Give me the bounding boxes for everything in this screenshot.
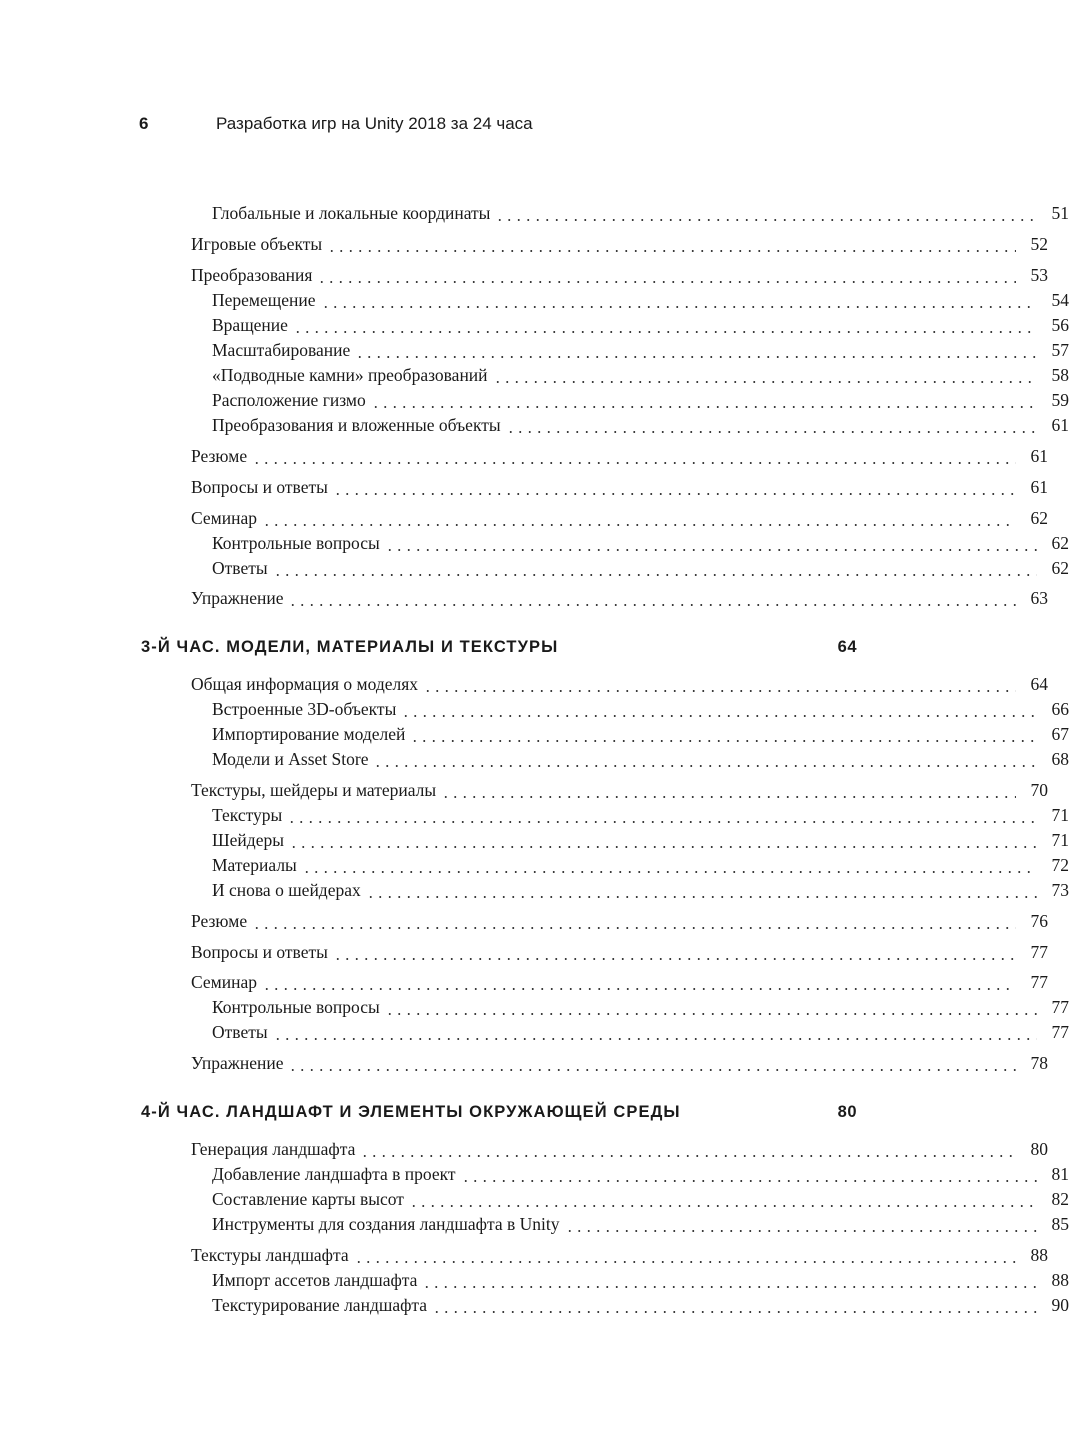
toc-entry[interactable] bbox=[0, 878, 1069, 902]
dot-leader bbox=[401, 697, 1037, 721]
toc-entry[interactable] bbox=[0, 586, 1048, 610]
dot-leader bbox=[288, 1051, 1016, 1075]
dot-leader bbox=[317, 263, 1016, 287]
toc-entry-title: Расположение гизмо bbox=[212, 390, 366, 410]
toc-entry[interactable] bbox=[0, 995, 1069, 1019]
running-head bbox=[139, 111, 859, 137]
dot-leader bbox=[423, 672, 1016, 696]
toc-entry-title: Ответы bbox=[212, 1022, 268, 1042]
toc-entry-page: 77 bbox=[1030, 972, 1048, 992]
toc-entry-title: Семинар bbox=[191, 972, 257, 992]
chapter-page: 64 bbox=[837, 638, 857, 656]
toc-entry-title: Импортирование моделей bbox=[212, 724, 406, 744]
toc-entry[interactable] bbox=[0, 444, 1048, 468]
toc-entry-title: Текстурирование ландшафта bbox=[212, 1295, 428, 1315]
toc-entry[interactable] bbox=[0, 388, 1069, 412]
toc-entry-title: И снова о шейдерах bbox=[212, 880, 361, 900]
toc-entry-page: 68 bbox=[1051, 749, 1069, 769]
toc-entry[interactable] bbox=[0, 853, 1069, 877]
toc-entry-title: Генерация ландшафта bbox=[191, 1139, 356, 1159]
dot-leader bbox=[327, 232, 1016, 256]
toc-entry[interactable] bbox=[0, 531, 1069, 555]
toc-entry-page: 61 bbox=[1030, 477, 1048, 497]
toc-entry-page: 77 bbox=[1051, 1022, 1069, 1042]
toc-entry[interactable] bbox=[0, 970, 1048, 994]
dot-leader bbox=[333, 475, 1016, 499]
toc-entry[interactable] bbox=[0, 1293, 1069, 1317]
dot-leader bbox=[293, 313, 1037, 337]
toc-entry[interactable] bbox=[0, 722, 1069, 746]
book-title: Разработка игр на Unity 2018 за 24 часа bbox=[216, 114, 533, 133]
toc-entry-title: Упражнение bbox=[191, 588, 284, 608]
dot-leader bbox=[273, 1020, 1037, 1044]
toc-entry-title: Вопросы и ответы bbox=[191, 942, 328, 962]
dot-leader bbox=[262, 506, 1016, 530]
toc-entry-page: 80 bbox=[1030, 1139, 1048, 1159]
dot-leader bbox=[371, 388, 1037, 412]
toc-entry-title: Модели и Asset Store bbox=[212, 749, 369, 769]
toc-entry-page: 70 bbox=[1030, 780, 1048, 800]
toc-entry[interactable] bbox=[0, 201, 1069, 225]
toc-entry-page: 56 bbox=[1051, 315, 1069, 335]
toc-entry-page: 62 bbox=[1030, 508, 1048, 528]
toc-entry-page: 71 bbox=[1051, 830, 1069, 850]
dot-leader bbox=[441, 778, 1016, 802]
toc-entry-title: Добавление ландшафта в проект bbox=[212, 1164, 456, 1184]
toc-entry[interactable] bbox=[0, 288, 1069, 312]
toc-entry-page: 77 bbox=[1051, 997, 1069, 1017]
dot-leader bbox=[252, 444, 1016, 468]
toc-entry-page: 82 bbox=[1051, 1189, 1069, 1209]
dot-leader bbox=[495, 201, 1037, 225]
toc-entry[interactable] bbox=[0, 697, 1069, 721]
toc-entry[interactable] bbox=[0, 475, 1048, 499]
toc-entry-page: 77 bbox=[1030, 942, 1048, 962]
toc-entry[interactable] bbox=[0, 263, 1048, 287]
chapter-heading-3[interactable] bbox=[141, 635, 857, 659]
chapter-page: 80 bbox=[837, 1103, 857, 1121]
toc-entry[interactable] bbox=[0, 338, 1069, 362]
toc-entry[interactable] bbox=[0, 1212, 1069, 1236]
toc-entry-page: 61 bbox=[1051, 415, 1069, 435]
dot-leader bbox=[302, 853, 1037, 877]
toc-entry-page: 53 bbox=[1030, 265, 1048, 285]
toc-entry-page: 72 bbox=[1051, 855, 1069, 875]
dot-leader bbox=[410, 722, 1037, 746]
toc-entry[interactable] bbox=[0, 506, 1048, 530]
toc-entry[interactable] bbox=[0, 940, 1048, 964]
dot-leader bbox=[355, 338, 1037, 362]
toc-entry[interactable] bbox=[0, 1020, 1069, 1044]
dot-leader bbox=[506, 413, 1037, 437]
toc-entry-page: 54 bbox=[1051, 290, 1069, 310]
toc-entry-page: 88 bbox=[1030, 1245, 1048, 1265]
toc-entry-title: Масштабирование bbox=[212, 340, 351, 360]
toc-entry-page: 73 bbox=[1051, 880, 1069, 900]
toc-entry[interactable] bbox=[0, 1268, 1069, 1292]
toc-entry-page: 76 bbox=[1030, 911, 1048, 931]
dot-leader bbox=[385, 995, 1037, 1019]
toc-entry-title: Составление карты высот bbox=[212, 1189, 404, 1209]
dot-leader bbox=[321, 288, 1037, 312]
dot-leader bbox=[432, 1293, 1037, 1317]
dot-leader bbox=[385, 531, 1037, 555]
toc-entry[interactable] bbox=[0, 556, 1069, 580]
toc-entry-page: 81 bbox=[1051, 1164, 1069, 1184]
toc-entry[interactable] bbox=[0, 1162, 1069, 1186]
toc-entry-page: 66 bbox=[1051, 699, 1069, 719]
dot-leader bbox=[288, 586, 1016, 610]
toc-entry[interactable] bbox=[0, 747, 1069, 771]
dot-leader bbox=[422, 1268, 1037, 1292]
toc-entry-title: Импорт ассетов ландшафта bbox=[212, 1270, 418, 1290]
toc-entry-title: Перемещение bbox=[212, 290, 316, 310]
toc-entry-title: Резюме bbox=[191, 446, 248, 466]
toc-entry-page: 85 bbox=[1051, 1214, 1069, 1234]
toc-entry-page: 63 bbox=[1030, 588, 1048, 608]
dot-leader bbox=[252, 909, 1016, 933]
toc-entry-title: Контрольные вопросы bbox=[212, 533, 380, 553]
toc-entry-title: Текстуры ландшафта bbox=[191, 1245, 349, 1265]
toc-entry[interactable] bbox=[0, 1137, 1048, 1161]
toc-entry[interactable] bbox=[0, 672, 1048, 696]
toc-entry-title: Контрольные вопросы bbox=[212, 997, 380, 1017]
toc-entry[interactable] bbox=[0, 413, 1069, 437]
toc-entry-page: 51 bbox=[1051, 203, 1069, 223]
chapter-heading-4[interactable] bbox=[141, 1100, 857, 1124]
dot-leader bbox=[333, 940, 1016, 964]
toc-entry-page: 61 bbox=[1030, 446, 1048, 466]
toc-entry-title: Текстуры bbox=[212, 805, 283, 825]
toc-entry-page: 64 bbox=[1030, 674, 1048, 694]
toc-entry-title: Встроенные 3D-объекты bbox=[212, 699, 397, 719]
toc-entry-title: «Подводные камни» преобразований bbox=[212, 365, 488, 385]
toc-entry-title: Ответы bbox=[212, 558, 268, 578]
dot-leader bbox=[565, 1212, 1037, 1236]
toc-entry-title: Вопросы и ответы bbox=[191, 477, 328, 497]
toc-entry[interactable] bbox=[0, 909, 1048, 933]
dot-leader bbox=[287, 803, 1037, 827]
dot-leader bbox=[366, 878, 1037, 902]
toc-entry-title: Упражнение bbox=[191, 1053, 284, 1073]
toc-entry[interactable] bbox=[0, 313, 1069, 337]
toc-entry-title: Преобразования и вложенные объекты bbox=[212, 415, 501, 435]
chapter-title: 4-Й ЧАС. ЛАНДШАФТ И ЭЛЕМЕНТЫ ОКРУЖАЮЩЕЙ СРЕДЫ bbox=[141, 1103, 681, 1121]
toc-entry-title: Вращение bbox=[212, 315, 288, 335]
toc-entry[interactable] bbox=[0, 232, 1048, 256]
toc-entry-page: 57 bbox=[1051, 340, 1069, 360]
toc-entry-page: 59 bbox=[1051, 390, 1069, 410]
toc-entry-page: 62 bbox=[1051, 533, 1069, 553]
toc-entry[interactable] bbox=[0, 778, 1048, 802]
toc-entry-page: 62 bbox=[1051, 558, 1069, 578]
dot-leader bbox=[354, 1243, 1016, 1267]
toc-entry-page: 52 bbox=[1030, 234, 1048, 254]
toc-entry-page: 58 bbox=[1051, 365, 1069, 385]
dot-leader bbox=[373, 747, 1037, 771]
toc-entry-title: Шейдеры bbox=[212, 830, 284, 850]
page-number: 6 bbox=[139, 114, 149, 133]
toc-entry-title: Семинар bbox=[191, 508, 257, 528]
toc-entry-title: Инструменты для создания ландшафта в Unity bbox=[212, 1214, 560, 1234]
toc-entry-title: Резюме bbox=[191, 911, 248, 931]
toc-entry-title: Общая информация о моделях bbox=[191, 674, 419, 694]
toc-entry-title: Игровые объекты bbox=[191, 234, 323, 254]
toc-entry[interactable] bbox=[0, 1243, 1048, 1267]
toc-entry-page: 71 bbox=[1051, 805, 1069, 825]
toc-entry-title: Материалы bbox=[212, 855, 297, 875]
toc-entry[interactable] bbox=[0, 803, 1069, 827]
toc-entry-page: 88 bbox=[1051, 1270, 1069, 1290]
dot-leader bbox=[360, 1137, 1016, 1161]
toc-entry[interactable] bbox=[0, 1051, 1048, 1075]
toc-entry[interactable] bbox=[0, 1187, 1069, 1211]
toc-entry[interactable] bbox=[0, 828, 1069, 852]
dot-leader bbox=[273, 556, 1037, 580]
dot-leader bbox=[262, 970, 1016, 994]
dot-leader bbox=[493, 363, 1037, 387]
dot-leader bbox=[461, 1162, 1037, 1186]
toc-entry-title: Глобальные и локальные координаты bbox=[212, 203, 491, 223]
toc-entry-page: 90 bbox=[1051, 1295, 1069, 1315]
toc-entry-page: 78 bbox=[1030, 1053, 1048, 1073]
toc-entry[interactable] bbox=[0, 363, 1069, 387]
toc-entry-title: Текстуры, шейдеры и материалы bbox=[191, 780, 437, 800]
dot-leader bbox=[409, 1187, 1037, 1211]
toc-entry-page: 67 bbox=[1051, 724, 1069, 744]
dot-leader bbox=[289, 828, 1037, 852]
chapter-title: 3-Й ЧАС. МОДЕЛИ, МАТЕРИАЛЫ И ТЕКСТУРЫ bbox=[141, 638, 559, 656]
toc-entry-title: Преобразования bbox=[191, 265, 313, 285]
